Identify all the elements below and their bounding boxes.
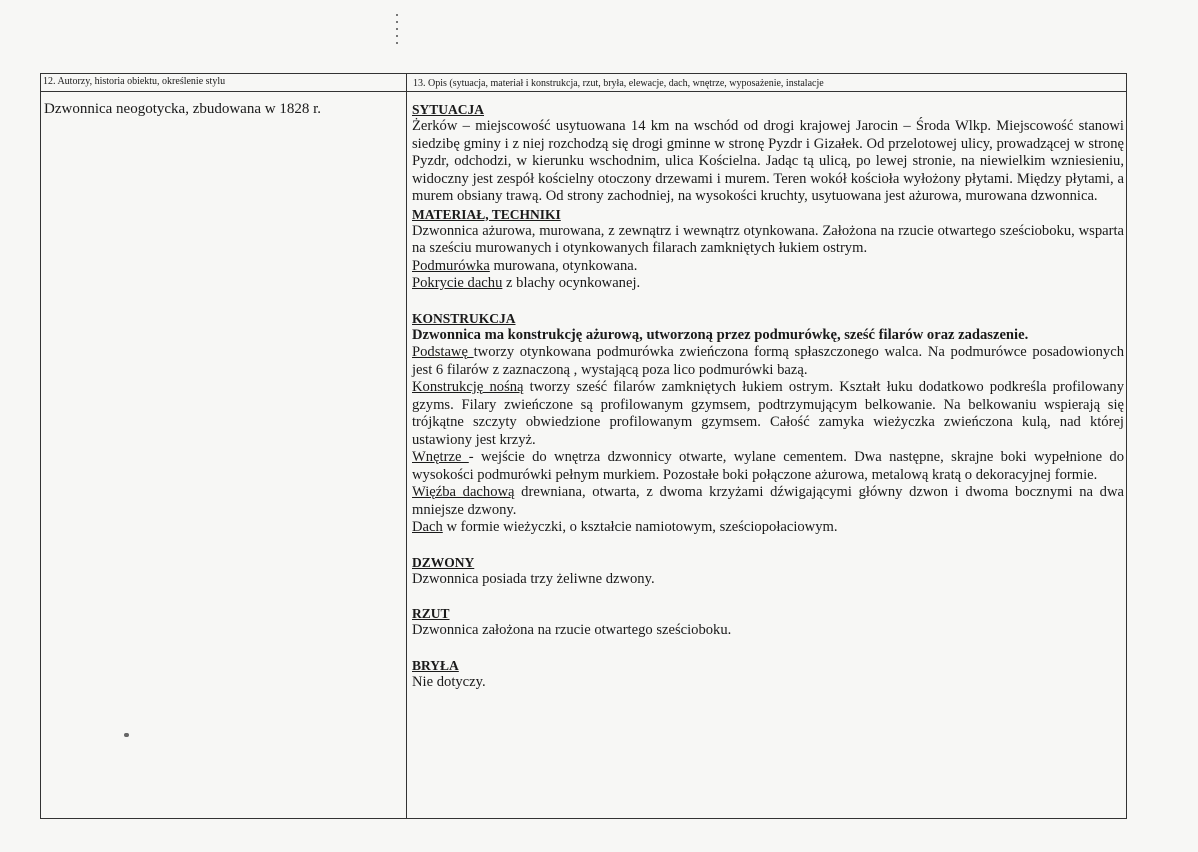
- description-content: [412, 101, 1124, 691]
- podstawe-para: [412, 344, 1124, 379]
- nosna-text: tworzy sześć filarów zamkniętych łukiem ostrym. Kształt łuku dodatkowo podkreśla profilowany gzyms. Filary zwieńczone są profilowanym gzymsem, podtrzymującym belkowanie. Na belkowaniu wspierają się trójkątne szczyty obwiedzione profilowanym gzymsem. Całość zamyka wieżyczka zwieńczona kulą, nad której ustawiony jest krzyż.: [412, 379, 1124, 448]
- dach-label: Dach: [412, 519, 443, 535]
- wiezba-para: [412, 484, 1124, 519]
- nosna-label: Konstrukcję nośną: [412, 379, 524, 395]
- wiezba-text: drewniana, otwarta, z dwoma krzyżami dźwigającymi główny dzwon i dwoma bocznymi na dwa mniejsze dzwony.: [412, 484, 1124, 518]
- wnetrze-text: - wejście do wnętrza dzwonnicy otwarte, wylane cementem. Dwa następne, skrajne boki wypełnione do wysokości podmurówki pełnym murkiem. Pozostałe boki połączone ażurowa, metalową kratą o dekoracyjnej formie.: [412, 449, 1124, 483]
- section-title-dzwony: DZWONY: [412, 554, 475, 570]
- right-column-header: 13. Opis (sytuacja, materiał i konstrukcja, rzut, bryła, elewacje, dach, wnętrze, wyposażenie, instalacje: [413, 78, 824, 89]
- wnetrze-label: Wnętrze: [412, 449, 469, 465]
- bryla-text: Nie dotyczy.: [412, 673, 486, 690]
- table-border-top: [40, 73, 1126, 74]
- scan-artifact-dots: [396, 14, 398, 44]
- section-title-material: MATERIAŁ, TECHNIKI: [412, 206, 561, 222]
- table-column-divider: [406, 73, 407, 819]
- podmurowka-label: Podmurówka: [412, 257, 490, 274]
- scan-speck: [124, 733, 129, 737]
- podstawe-label: Podstawę: [412, 344, 474, 360]
- section-title-bryla: BRYŁA: [412, 657, 459, 673]
- dach-para: [412, 519, 1124, 537]
- left-header-divider: [40, 91, 406, 92]
- dzwony-text: Dzwonnica posiada trzy żeliwne dzwony.: [412, 570, 655, 587]
- pokrycie-line: [412, 275, 1124, 293]
- podmurowka-line: [412, 258, 1124, 276]
- rzut-text: Dzwonnica założona na rzucie otwartego sześcioboku.: [412, 622, 732, 638]
- wnetrze-para: [412, 449, 1124, 484]
- table-border-right: [1126, 73, 1127, 819]
- sytuacja-text: Żerków – miejscowość usytuowana 14 km na wschód od drogi krajowej Jarocin – Środa Wlkp. Miejscowość stanowi siedzibę gminy i z niej rozchodzą się drogi gminne w stronę Pyzdr i Gizałek. Od przelotowej ulicy, prowadzącej w stronę Pyzdr, odchodzi, w kierunku wschodnim, ulica Kościelna. Jadąc tą ulicą, po lewej stronie, na niewielkim wzniesieniu, widoczny jest zespół kościelny otoczony drzewami i murem. Teren wokół kościoła wyłożony płytami. Między płytami, a murem obsiany trawą. Od strony zachodniej, na wysokości kruchty, usytuowana jest ażurowa, murowana dzwonnica.: [412, 118, 1124, 204]
- podstawe-text: tworzy otynkowana podmurówka zwieńczona formą spłaszczonego walca. Na podmurówce posadowionych jest 6 filarów z zaznaczoną , wystającą poza lico podmurówki bazą.: [412, 344, 1124, 378]
- pokrycie-text: z blachy ocynkowanej.: [502, 275, 641, 291]
- material-text: Dzwonnica ażurowa, murowana, z zewnątrz i wewnątrz otynkowana. Założona na rzucie otwartego sześcioboku, wsparta na sześciu murowanych i otynkowanych filarach zamkniętych łukiem ostrym.: [412, 222, 1124, 256]
- section-title-rzut: RZUT: [412, 606, 450, 621]
- pokrycie-label: Pokrycie dachu: [412, 275, 503, 291]
- section-title-sytuacja: SYTUACJA: [412, 102, 485, 117]
- wiezba-label: Więźba dachową: [412, 484, 515, 500]
- right-header-divider: [406, 91, 1126, 92]
- dach-text: w formie wieżyczki, o kształcie namiotowym, sześciopołaciowym.: [442, 519, 838, 535]
- podmurowka-text: murowana, otynkowana.: [489, 257, 638, 274]
- konstrukcja-lead: Dzwonnica ma konstrukcję ażurową, utworzoną przez podmurówkę, sześć filarów oraz zadaszenie.: [412, 326, 1029, 343]
- left-column-header: 12. Autorzy, historia obiektu, określenie stylu: [43, 76, 226, 87]
- section-title-konstrukcja: KONSTRUKCJA: [412, 310, 516, 326]
- style-history-text: Dzwonnica neogotycka, zbudowana w 1828 r.: [44, 101, 322, 117]
- nosna-para: [412, 379, 1124, 449]
- table-border-bottom: [40, 818, 1126, 819]
- table-border-left: [40, 73, 41, 819]
